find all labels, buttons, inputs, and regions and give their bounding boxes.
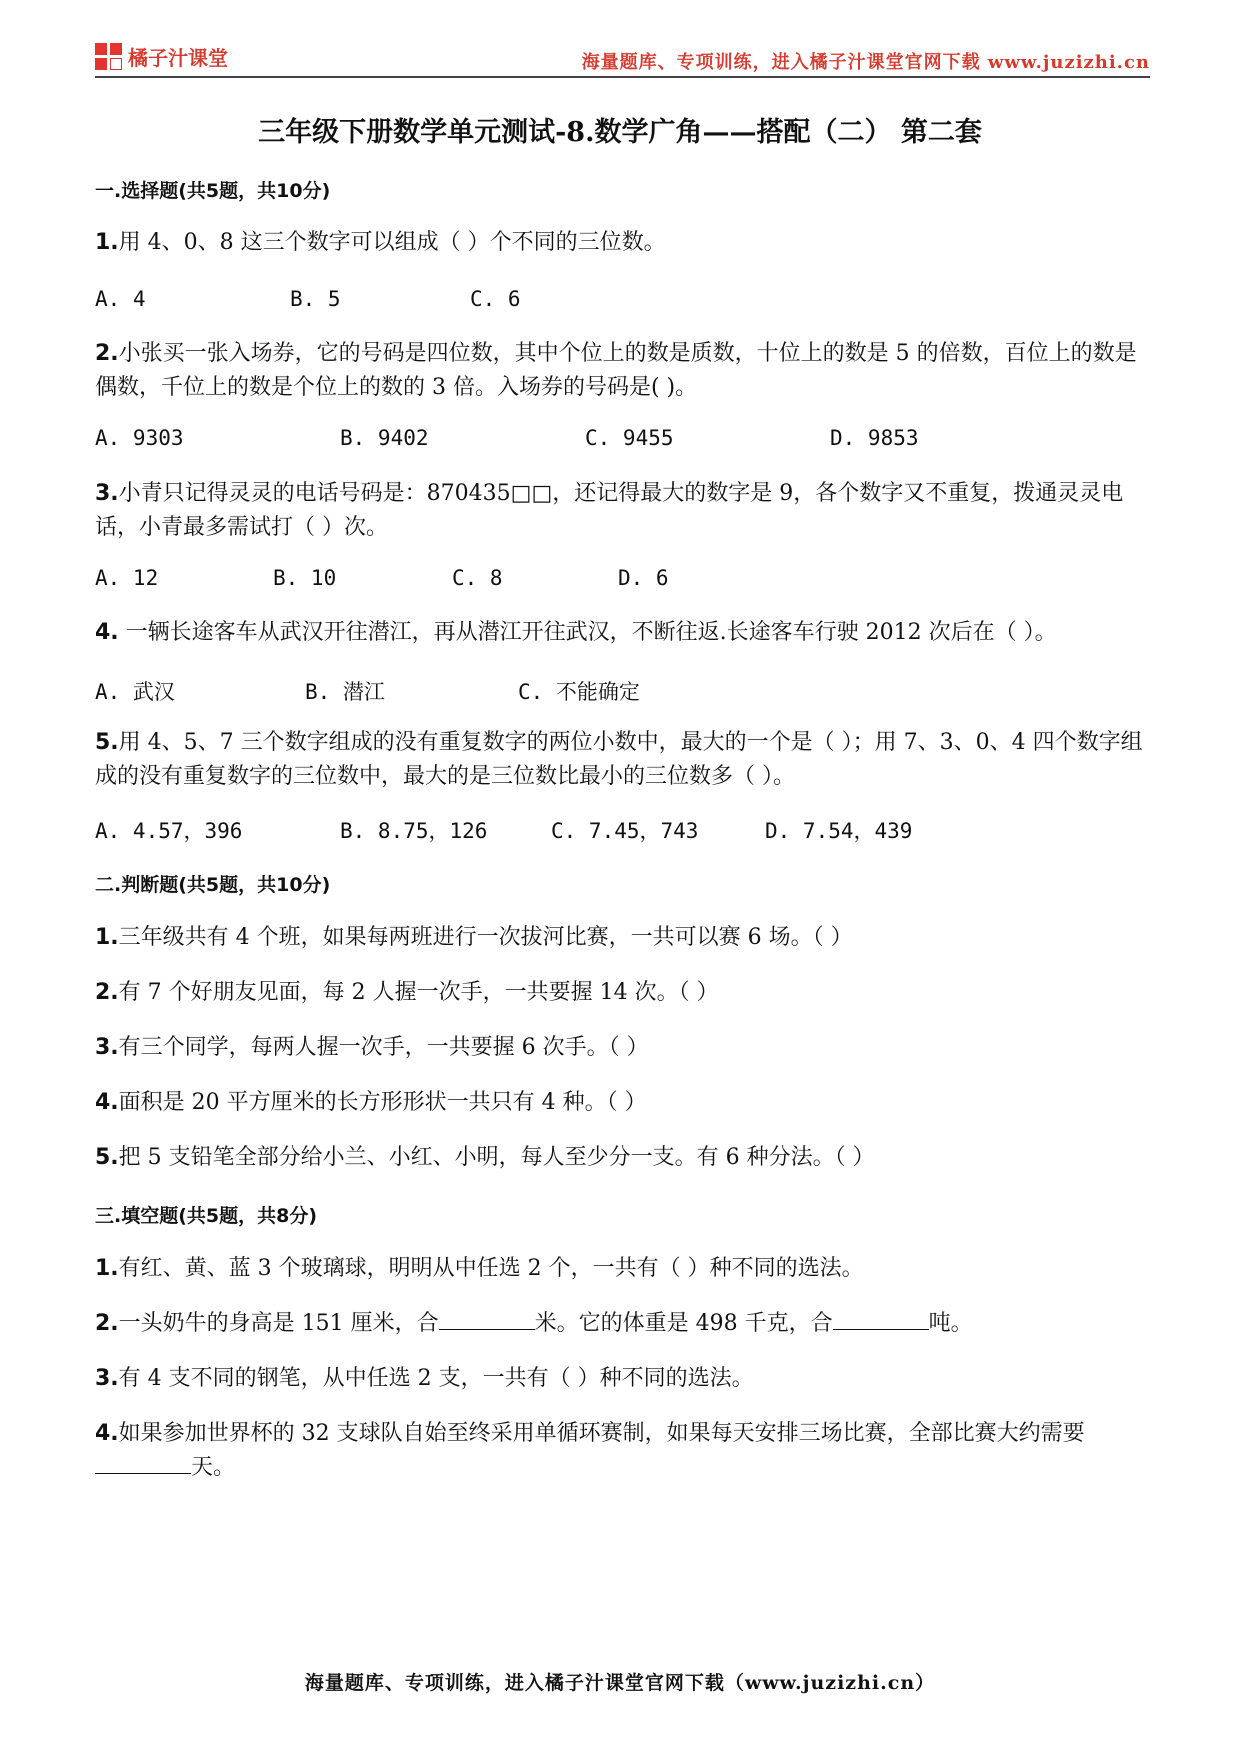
option-a: A. 12 <box>95 566 159 590</box>
option-d: D. 7.54，439 <box>765 819 913 843</box>
option-b: B. 9402 <box>340 426 429 450</box>
question-number: 4. <box>95 620 119 645</box>
section-heading-fill: 三.填空题(共5题，共8分) <box>95 1205 318 1227</box>
question-1-2 <box>95 337 1155 405</box>
question-number: 2. <box>95 341 119 366</box>
option-d: D. 6 <box>618 566 669 590</box>
question-text: 有 7 个好朋友见面，每 2 人握一次手，一共要握 14 次。（ ） <box>118 980 719 1005</box>
question-2-1 <box>95 921 1155 955</box>
question-number: 1. <box>95 1256 119 1281</box>
question-1-4 <box>95 616 1155 650</box>
question-number: 3. <box>95 1035 119 1060</box>
option-b: B. 8.75，126 <box>340 819 488 843</box>
option-c: C. 不能确定 <box>518 680 640 704</box>
option-a: A. 4 <box>95 287 146 311</box>
question-number: 5. <box>95 730 119 755</box>
question-number: 2. <box>95 1311 119 1336</box>
question-3-3 <box>95 1362 1155 1396</box>
question-number: 4. <box>95 1090 119 1115</box>
question-3-4 <box>95 1417 1155 1485</box>
question-3-1 <box>95 1252 1155 1286</box>
option-a: A. 武汉 <box>95 680 175 704</box>
option-c: C. 6 <box>470 287 521 311</box>
question-2-5 <box>95 1141 1155 1175</box>
option-c: C. 8 <box>452 566 503 590</box>
page-header <box>95 40 1150 78</box>
option-c: C. 7.45，743 <box>551 819 699 843</box>
question-number: 1. <box>95 925 119 950</box>
brand-logo <box>95 42 228 71</box>
question-2-3 <box>95 1031 1155 1065</box>
question-text: 三年级共有 4 个班，如果每两班进行一次拔河比赛，一共可以赛 6 场。（ ） <box>118 925 853 950</box>
question-2-2 <box>95 976 1155 1010</box>
section-heading-choice: 一.选择题(共5题，共10分) <box>95 180 331 202</box>
question-text: 用 4、0、8 这三个数字可以组成（ ）个不同的三位数。 <box>118 230 666 255</box>
option-a: A. 4.57，396 <box>95 819 243 843</box>
question-text: 用 4、5、7 三个数字组成的没有重复数字的两位小数中，最大的一个是（ ）；用 7、3、0、4 四个数字组成的没有重复数字的三位数中，最大的是三位数比最小的三位数多（ ）。 <box>95 730 1143 789</box>
question-text: 一辆长途客车从武汉开往潜江，再从潜江开往武汉，不断往返.长途客车行驶 2012 次后在（ ）。 <box>118 620 1057 645</box>
question-text: 有 4 支不同的钢笔，从中任选 2 支，一共有（ ）种不同的选法。 <box>118 1366 754 1391</box>
question-text-a: 如果参加世界杯的 32 支球队自始至终采用单循环赛制，如果每天安排三场比赛，全部比赛大约需要 <box>118 1421 1085 1446</box>
question-text-b: 天。 <box>191 1455 236 1480</box>
answer-blank[interactable] <box>439 1307 535 1330</box>
question-1-3 <box>95 477 1155 545</box>
option-d: D. 9853 <box>830 426 919 450</box>
question-number: 1. <box>95 230 119 255</box>
option-c: C. 9455 <box>585 426 674 450</box>
question-text: 小青只记得灵灵的电话号码是：870435□□，还记得最大的数字是 9，各个数字又不重复，拨通灵灵电话，小青最多需试打（ ）次。 <box>95 481 1124 540</box>
question-text: 有三个同学，每两人握一次手，一共要握 6 次手。（ ） <box>118 1035 649 1060</box>
question-number: 5. <box>95 1145 119 1170</box>
option-b: B. 10 <box>273 566 337 590</box>
page-footer: 海量题库、专项训练，进入橘子汁课堂官网下载（www.juzizhi.cn） <box>304 1672 936 1694</box>
page-title: 三年级下册数学单元测试-8.数学广角——搭配（二） 第二套 <box>258 117 982 148</box>
question-1-5 <box>95 726 1155 794</box>
option-b: B. 5 <box>290 287 341 311</box>
question-number: 3. <box>95 481 119 506</box>
header-slogan: 海量题库、专项训练，进入橘子汁课堂官网下载 www.juzizhi.cn <box>581 52 1150 73</box>
question-text-b: 米。它的体重是 498 千克，合 <box>534 1311 833 1336</box>
question-3-2 <box>95 1307 1155 1341</box>
logo-icon <box>95 43 122 70</box>
question-text: 小张买一张入场券，它的号码是四位数，其中个位上的数是质数，十位上的数是 5 的倍数，百位上的数是偶数，千位上的数是个位上的数的 3 倍。入场券的号码是( )。 <box>95 341 1137 400</box>
question-1-1 <box>95 226 1155 260</box>
question-number: 3. <box>95 1366 119 1391</box>
option-b: B. 潜江 <box>305 680 385 704</box>
question-text: 把 5 支铅笔全部分给小兰、小红、小明，每人至少分一支。有 6 种分法。（ ） <box>118 1145 875 1170</box>
logo-text: 橘子汁课堂 <box>128 46 228 70</box>
question-text-c: 吨。 <box>928 1311 973 1336</box>
section-heading-judgement: 二.判断题(共5题，共10分) <box>95 874 331 896</box>
question-number: 2. <box>95 980 119 1005</box>
question-number: 4. <box>95 1421 119 1446</box>
answer-blank[interactable] <box>833 1307 929 1330</box>
answer-blank[interactable] <box>95 1451 191 1474</box>
question-text: 有红、黄、蓝 3 个玻璃球，明明从中任选 2 个，一共有（ ）种不同的选法。 <box>118 1256 864 1281</box>
question-text-a: 一头奶牛的身高是 151 厘米，合 <box>118 1311 439 1336</box>
question-text: 面积是 20 平方厘米的长方形形状一共只有 4 种。（ ） <box>118 1090 647 1115</box>
question-2-4 <box>95 1086 1155 1120</box>
option-a: A. 9303 <box>95 426 184 450</box>
